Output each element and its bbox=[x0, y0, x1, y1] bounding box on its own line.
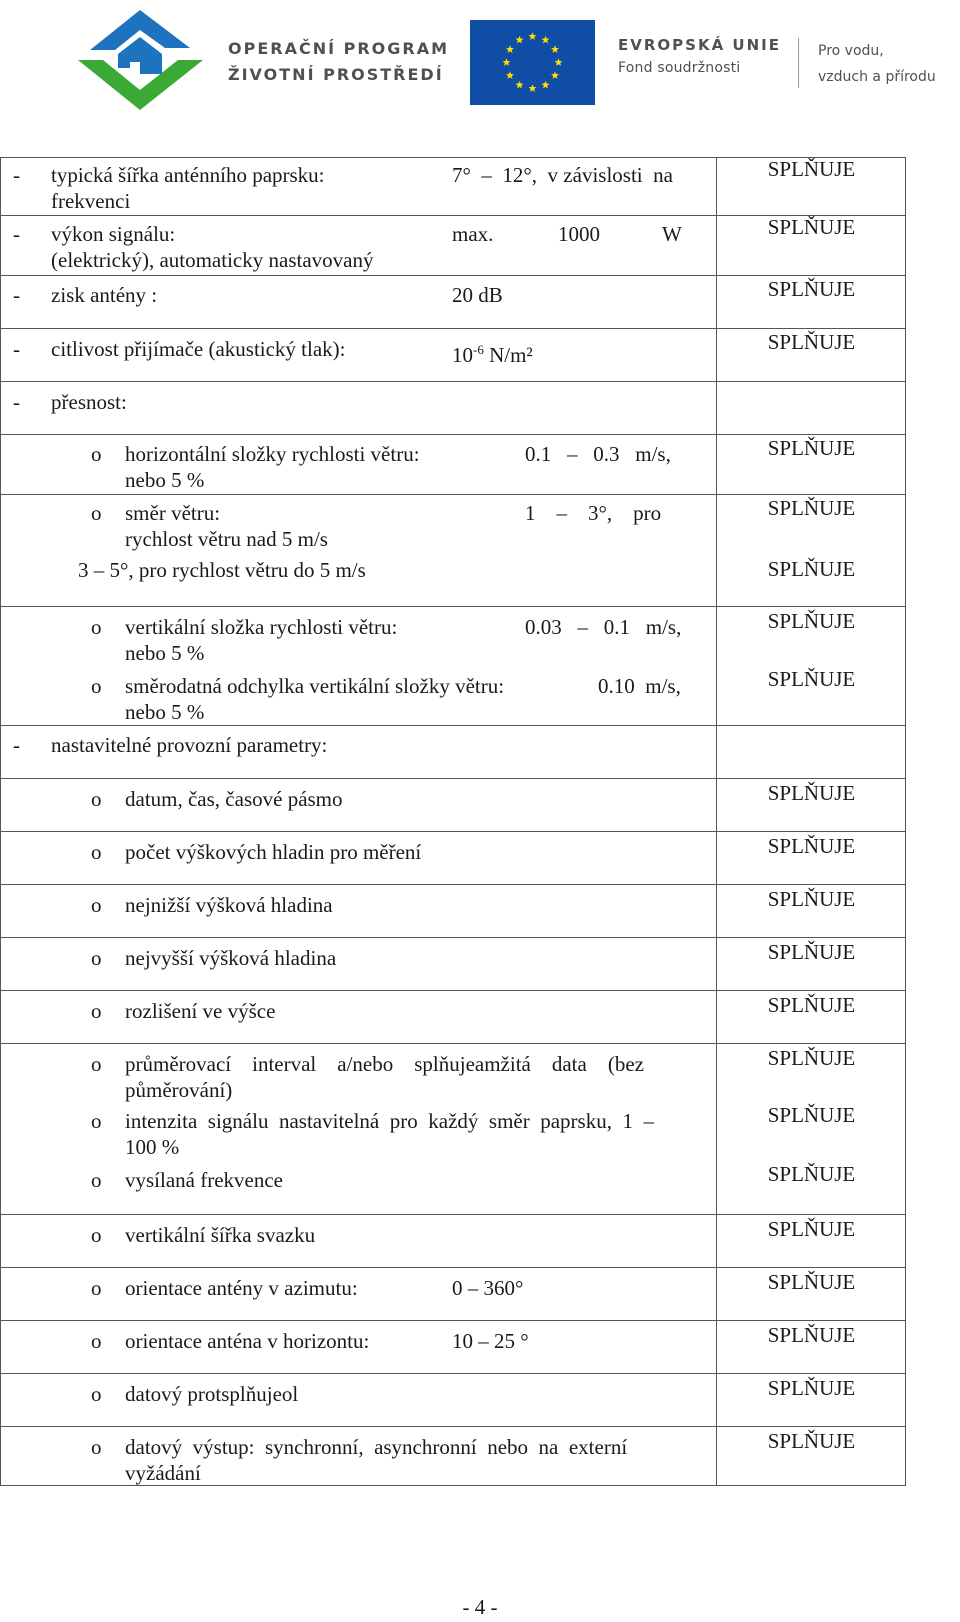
row-value: 0.1 – 0.3 m/s, bbox=[525, 442, 671, 466]
status-badge: SPLŇUJE bbox=[767, 157, 856, 181]
row-label: rozlišení ve výšce bbox=[125, 999, 276, 1023]
table-row bbox=[0, 606, 906, 666]
eu-wordmark bbox=[618, 36, 781, 76]
row-label: průměrovací interval a/nebo splňujeamžitá data (bez bbox=[125, 1052, 644, 1076]
page-header bbox=[0, 0, 960, 120]
status-badge: SPLŇUJE bbox=[767, 1046, 856, 1070]
row-label-cont: nebo 5 % bbox=[125, 641, 205, 665]
row-label: nejnižší výšková hladina bbox=[125, 893, 333, 917]
status-badge: SPLŇUJE bbox=[767, 496, 856, 520]
row-label: datový výstup: synchronní, asynchronní nebo na externí bbox=[125, 1435, 628, 1459]
row-value: 0.10 m/s, bbox=[598, 674, 681, 698]
row-bullet: o bbox=[91, 999, 102, 1023]
status-badge: SPLŇUJE bbox=[767, 1323, 856, 1347]
table-row bbox=[0, 553, 906, 606]
table-row bbox=[0, 1043, 906, 1102]
row-bullet: o bbox=[91, 501, 102, 525]
table-row bbox=[0, 434, 906, 494]
row-value bbox=[452, 336, 533, 369]
row-label: vysílaná frekvence bbox=[125, 1168, 284, 1192]
row-bullet: o bbox=[91, 1168, 102, 1192]
row-value: 0.03 – 0.1 m/s, bbox=[525, 615, 682, 639]
status-badge: SPLŇUJE bbox=[767, 609, 856, 633]
table-row bbox=[0, 937, 906, 990]
row-bullet: o bbox=[91, 442, 102, 466]
row-label: přesnost: bbox=[51, 390, 127, 414]
row-label: nastavitelné provozní parametry: bbox=[51, 733, 328, 757]
row-label: horizontální složky rychlosti větru: bbox=[125, 442, 420, 466]
row-bullet: o bbox=[91, 946, 102, 970]
row-label-cont: frekvenci bbox=[51, 189, 131, 213]
row-bullet: o bbox=[91, 674, 102, 698]
table-row bbox=[0, 1267, 906, 1320]
row-value: 20 dB bbox=[452, 283, 503, 307]
row-label: typická šířka anténního paprsku: bbox=[51, 163, 325, 187]
status-badge: SPLŇUJE bbox=[767, 940, 856, 964]
table-row bbox=[0, 725, 906, 778]
row-label: zisk antény : bbox=[51, 283, 158, 307]
row-label: nejvyšší výšková hladina bbox=[125, 946, 337, 970]
table-row bbox=[0, 1373, 906, 1426]
status-badge: SPLŇUJE bbox=[767, 1376, 856, 1400]
row-label: vertikální složka rychlosti větru: bbox=[125, 615, 398, 639]
row-label-cont: 100 % bbox=[125, 1135, 180, 1159]
status-badge: SPLŇUJE bbox=[767, 1217, 856, 1241]
row-label: datum, čas, časové pásmo bbox=[125, 787, 343, 811]
requirements-table bbox=[0, 157, 906, 1486]
motto-line2: vzduch a přírodu bbox=[818, 69, 936, 85]
table-row bbox=[0, 215, 906, 275]
eu-flag-icon bbox=[470, 20, 595, 105]
op-zp-wordmark bbox=[228, 36, 449, 88]
row-bullet: o bbox=[91, 840, 102, 864]
table-row bbox=[0, 494, 906, 553]
value-unit: N/m² bbox=[483, 343, 533, 367]
row-bullet: o bbox=[91, 1329, 102, 1353]
table-row bbox=[0, 1320, 906, 1373]
eu-line2: Fond soudržnosti bbox=[618, 60, 741, 76]
row-bullet: o bbox=[91, 615, 102, 639]
row-label: výkon signálu: bbox=[51, 222, 176, 246]
table-row bbox=[0, 275, 906, 328]
row-label-cont: nebo 5 % bbox=[125, 468, 205, 492]
op-zp-logo-icon bbox=[78, 10, 203, 110]
row-label-cont: nebo 5 % bbox=[125, 700, 205, 724]
status-badge: SPLŇUJE bbox=[767, 330, 856, 354]
row-value: 7° – 12°, v závislosti na bbox=[452, 163, 673, 187]
row-bullet: o bbox=[91, 1435, 102, 1459]
row-dash: - bbox=[13, 733, 20, 757]
row-dash: - bbox=[13, 163, 20, 187]
row-label: intenzita signálu nastavitelná pro každý směr paprsku, 1 – bbox=[125, 1109, 654, 1133]
status-badge: SPLŇUJE bbox=[767, 887, 856, 911]
status-badge: SPLŇUJE bbox=[767, 1162, 856, 1186]
table-row bbox=[0, 1102, 906, 1161]
row-bullet: o bbox=[91, 1223, 102, 1247]
status-badge: SPLŇUJE bbox=[767, 781, 856, 805]
row-value-prefix: max. bbox=[452, 222, 494, 246]
row-label: vertikální šířka svazku bbox=[125, 1223, 316, 1247]
status-badge: SPLŇUJE bbox=[767, 1429, 856, 1453]
row-dash: - bbox=[13, 337, 20, 361]
value-base: 10 bbox=[452, 343, 473, 367]
row-label: počet výškových hladin pro měření bbox=[125, 840, 422, 864]
value-exponent: -6 bbox=[473, 342, 484, 357]
row-label: směrodatná odchylka vertikální složky větru: bbox=[125, 674, 505, 698]
row-bullet: o bbox=[91, 1382, 102, 1406]
row-label: 3 – 5°, pro rychlost větru do 5 m/s bbox=[78, 558, 366, 582]
table-row bbox=[0, 1426, 906, 1486]
row-bullet: o bbox=[91, 787, 102, 811]
status-badge: SPLŇUJE bbox=[767, 1103, 856, 1127]
row-label-cont: půměrování) bbox=[125, 1078, 233, 1102]
row-dash: - bbox=[13, 390, 20, 414]
status-badge: SPLŇUJE bbox=[767, 834, 856, 858]
op-line2: ŽIVOTNÍ PROSTŘEDÍ bbox=[228, 65, 444, 84]
row-bullet: o bbox=[91, 1276, 102, 1300]
row-label: datový protsplňujeol bbox=[125, 1382, 299, 1406]
table-row bbox=[0, 990, 906, 1043]
row-label: citlivost přijímače (akustický tlak): bbox=[51, 337, 346, 361]
table-row bbox=[0, 666, 906, 725]
row-label: směr větru: bbox=[125, 501, 221, 525]
status-badge: SPLŇUJE bbox=[767, 436, 856, 460]
table-row bbox=[0, 157, 906, 215]
table-row bbox=[0, 1214, 906, 1267]
motto bbox=[818, 38, 936, 90]
row-value: 0 – 360° bbox=[452, 1276, 524, 1300]
op-line1: OPERAČNÍ PROGRAM bbox=[228, 39, 450, 58]
row-label: orientace antény v azimutu: bbox=[125, 1276, 358, 1300]
row-bullet: o bbox=[91, 1052, 102, 1076]
motto-line1: Pro vodu, bbox=[818, 43, 884, 59]
status-badge: SPLŇUJE bbox=[767, 993, 856, 1017]
row-value: 1000 bbox=[558, 222, 600, 246]
page-number: - 4 - bbox=[462, 1595, 498, 1619]
row-label-cont: rychlost větru nad 5 m/s bbox=[125, 527, 328, 551]
table-row bbox=[0, 884, 906, 937]
row-bullet: o bbox=[91, 1109, 102, 1133]
row-label-cont: vyžádání bbox=[125, 1461, 201, 1485]
status-badge: SPLŇUJE bbox=[767, 215, 856, 239]
status-badge: SPLŇUJE bbox=[767, 557, 856, 581]
eu-line1: EVROPSKÁ UNIE bbox=[618, 36, 781, 54]
table-row bbox=[0, 1161, 906, 1214]
table-row bbox=[0, 328, 906, 381]
row-value: 10 – 25 ° bbox=[452, 1329, 529, 1353]
row-dash: - bbox=[13, 283, 20, 307]
table-row bbox=[0, 778, 906, 831]
status-badge: SPLŇUJE bbox=[767, 1270, 856, 1294]
row-label: orientace anténa v horizontu: bbox=[125, 1329, 370, 1353]
table-row bbox=[0, 381, 906, 434]
row-value-unit: W bbox=[662, 222, 682, 246]
row-bullet: o bbox=[91, 893, 102, 917]
header-divider bbox=[798, 38, 799, 88]
row-label-cont: (elektrický), automaticky nastavovaný bbox=[51, 248, 374, 272]
status-badge: SPLŇUJE bbox=[767, 277, 856, 301]
status-badge: SPLŇUJE bbox=[767, 667, 856, 691]
row-dash: - bbox=[13, 222, 20, 246]
table-row bbox=[0, 831, 906, 884]
row-value: 1 – 3°, pro bbox=[525, 501, 662, 525]
